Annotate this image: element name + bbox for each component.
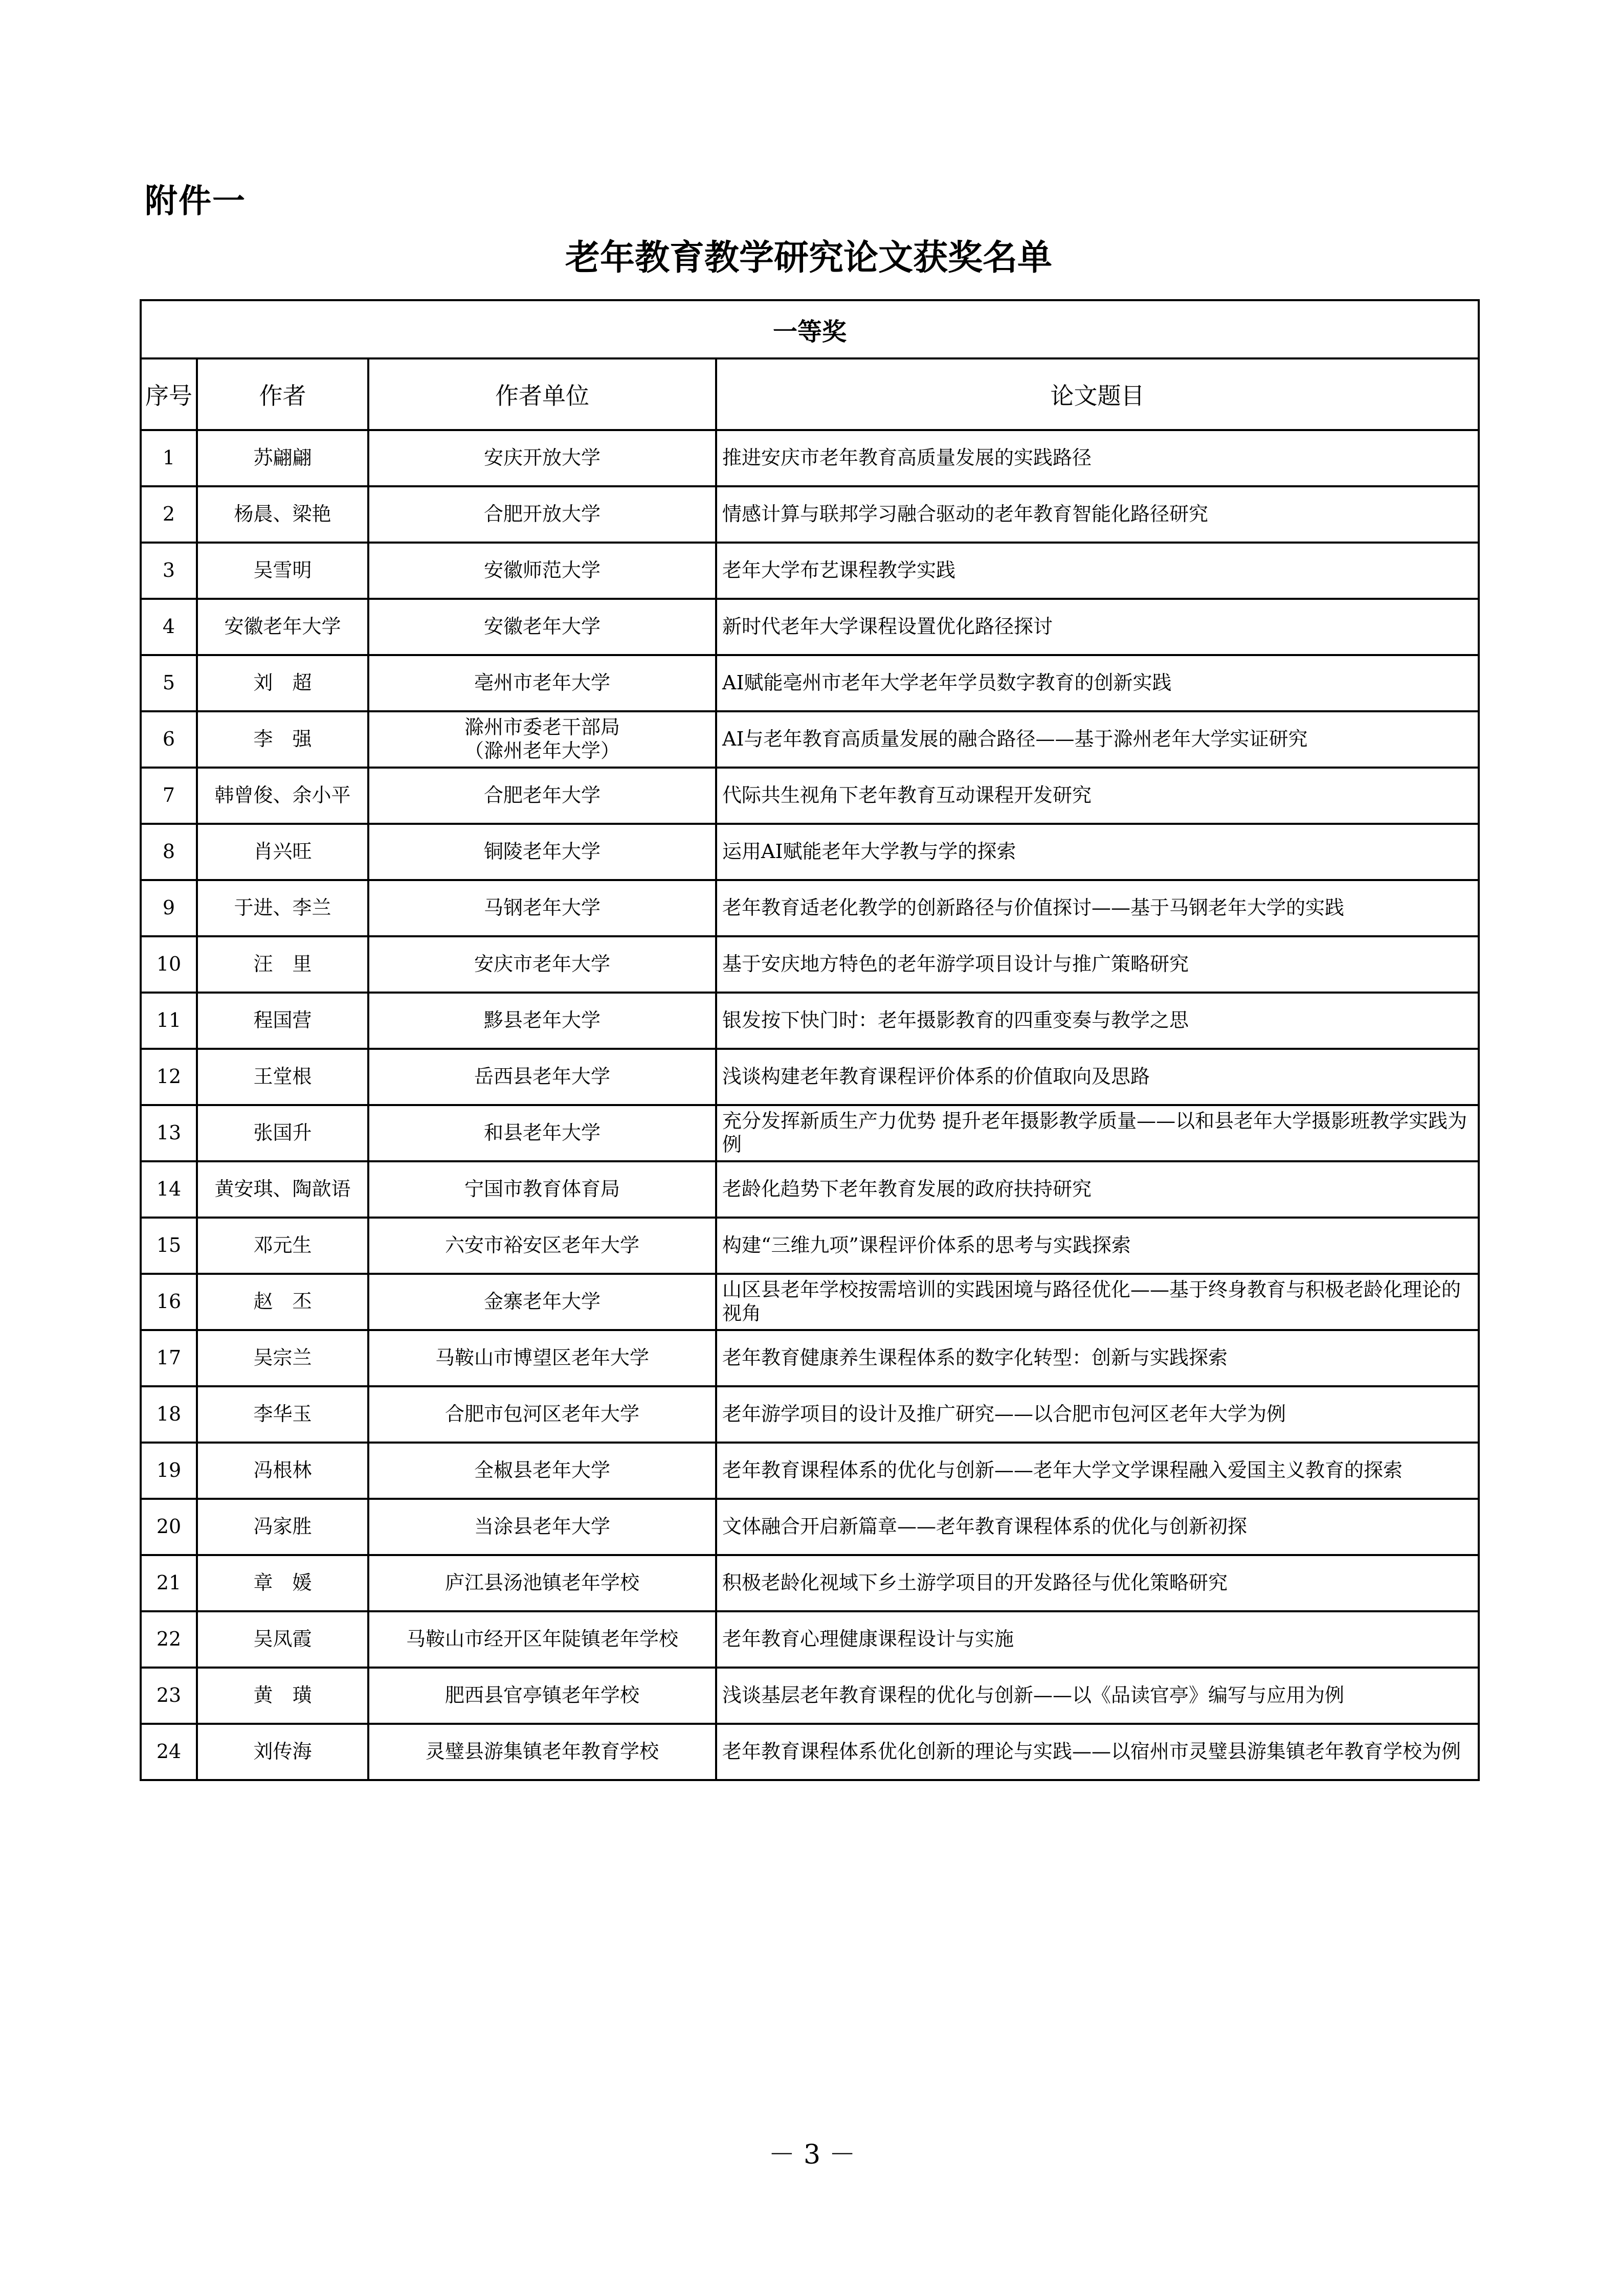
row-number: 9 — [141, 880, 197, 936]
unit-line: 合肥市包河区老年大学 — [444, 1403, 639, 1426]
paper-title-cell: 浅谈基层老年教育课程的优化与创新——以《品读官亭》编写与应用为例 — [716, 1668, 1479, 1724]
unit-line: 六安市裕安区老年大学 — [444, 1234, 639, 1257]
author-cell: 邓元生 — [197, 1218, 368, 1274]
row-number: 4 — [141, 599, 197, 655]
unit-line: 肥西县官亭镇老年学校 — [444, 1684, 639, 1707]
unit-line: 马鞍山市经开区年陡镇老年学校 — [406, 1628, 678, 1651]
unit-line: 铜陵老年大学 — [483, 840, 600, 863]
table-row — [141, 880, 1479, 936]
table-row — [141, 993, 1479, 1049]
table-row — [141, 1386, 1479, 1443]
table-row — [141, 599, 1479, 655]
unit-line: 庐江县汤池镇老年学校 — [444, 1571, 639, 1594]
paper-title-cell: 老年大学布艺课程教学实践 — [716, 543, 1479, 599]
author-cell: 程国营 — [197, 993, 368, 1049]
paper-title-cell: 文体融合开启新篇章——老年教育课程体系的优化与创新初探 — [716, 1499, 1479, 1555]
author-cell: 刘传海 — [197, 1724, 368, 1780]
table-header-row — [141, 358, 1479, 430]
unit-line: 安庆市老年大学 — [474, 953, 610, 976]
paper-title-cell: 情感计算与联邦学习融合驱动的老年教育智能化路径研究 — [716, 486, 1479, 543]
table-row — [141, 486, 1479, 543]
unit-cell — [368, 1499, 716, 1555]
column-header-no: 序号 — [141, 358, 197, 430]
table-row — [141, 543, 1479, 599]
document-title: 老年教育教学研究论文获奖名单 — [565, 237, 1052, 278]
unit-line: 灵璧县游集镇老年教育学校 — [425, 1740, 659, 1763]
paper-title-cell: 老年教育心理健康课程设计与实施 — [716, 1611, 1479, 1668]
row-number: 22 — [141, 1611, 197, 1668]
table-row — [141, 1274, 1479, 1330]
row-number: 20 — [141, 1499, 197, 1555]
paper-title-cell: 老年游学项目的设计及推广研究——以合肥市包河区老年大学为例 — [716, 1386, 1479, 1443]
unit-cell — [368, 1555, 716, 1611]
unit-cell — [368, 936, 716, 993]
table-row — [141, 1555, 1479, 1611]
unit-cell — [368, 1274, 716, 1330]
paper-title-cell: 老年教育课程体系优化创新的理论与实践——以宿州市灵璧县游集镇老年教育学校为例 — [716, 1724, 1479, 1780]
unit-cell — [368, 599, 716, 655]
column-header-author: 作者 — [197, 358, 368, 430]
author-cell: 章 媛 — [197, 1555, 368, 1611]
paper-title-cell: 银发按下快门时：老年摄影教育的四重变奏与教学之思 — [716, 993, 1479, 1049]
row-number: 5 — [141, 655, 197, 711]
table-row — [141, 711, 1479, 768]
unit-line: 合肥开放大学 — [483, 503, 600, 526]
table-row — [141, 430, 1479, 486]
author-cell: 于进、李兰 — [197, 880, 368, 936]
unit-line: 当涂县老年大学 — [474, 1515, 610, 1538]
author-cell: 韩曾俊、余小平 — [197, 768, 368, 824]
table-row — [141, 1611, 1479, 1668]
unit-line: 金寨老年大学 — [483, 1290, 600, 1313]
awards-table — [140, 299, 1480, 1781]
row-number: 7 — [141, 768, 197, 824]
page-number: － 3 － — [768, 2140, 856, 2170]
column-header-unit: 作者单位 — [368, 358, 716, 430]
row-number: 18 — [141, 1386, 197, 1443]
author-cell: 王堂根 — [197, 1049, 368, 1105]
table-row — [141, 1218, 1479, 1274]
paper-title-cell: AI与老年教育高质量发展的融合路径——基于滁州老年大学实证研究 — [716, 711, 1479, 768]
unit-cell — [368, 486, 716, 543]
table-row — [141, 1443, 1479, 1499]
author-cell: 黄安琪、陶歆语 — [197, 1161, 368, 1218]
unit-line: 滁州市委老干部局 — [464, 716, 620, 739]
unit-line: （滁州老年大学） — [464, 739, 620, 762]
unit-cell — [368, 543, 716, 599]
unit-line: 和县老年大学 — [483, 1121, 600, 1144]
row-number: 17 — [141, 1330, 197, 1386]
author-cell: 李 强 — [197, 711, 368, 768]
author-cell: 黄 璜 — [197, 1668, 368, 1724]
author-cell: 刘 超 — [197, 655, 368, 711]
unit-cell — [368, 430, 716, 486]
author-cell: 安徽老年大学 — [197, 599, 368, 655]
table-row — [141, 1724, 1479, 1780]
unit-line: 亳州市老年大学 — [474, 671, 610, 694]
unit-line: 马钢老年大学 — [483, 896, 600, 919]
author-cell: 苏翩翩 — [197, 430, 368, 486]
author-cell: 张国升 — [197, 1105, 368, 1161]
table-row — [141, 768, 1479, 824]
unit-line: 宁国市教育体育局 — [464, 1178, 620, 1201]
author-cell: 冯根林 — [197, 1443, 368, 1499]
column-header-title: 论文题目 — [716, 358, 1479, 430]
paper-title-cell: 推进安庆市老年教育高质量发展的实践路径 — [716, 430, 1479, 486]
unit-cell — [368, 880, 716, 936]
row-number: 23 — [141, 1668, 197, 1724]
author-cell: 冯家胜 — [197, 1499, 368, 1555]
unit-cell — [368, 824, 716, 880]
table-row — [141, 1105, 1479, 1161]
unit-line: 全椒县老年大学 — [474, 1459, 610, 1482]
row-number: 16 — [141, 1274, 197, 1330]
table-row — [141, 655, 1479, 711]
paper-title-cell: 山区县老年学校按需培训的实践困境与路径优化——基于终身教育与积极老龄化理论的视角 — [716, 1274, 1479, 1330]
unit-cell — [368, 993, 716, 1049]
paper-title-cell: 积极老龄化视域下乡土游学项目的开发路径与优化策略研究 — [716, 1555, 1479, 1611]
unit-line: 合肥老年大学 — [483, 784, 600, 807]
unit-cell — [368, 1049, 716, 1105]
author-cell: 吴凤霞 — [197, 1611, 368, 1668]
unit-cell — [368, 768, 716, 824]
unit-cell — [368, 1218, 716, 1274]
paper-title-cell: 充分发挥新质生产力优势 提升老年摄影教学质量——以和县老年大学摄影班教学实践为例 — [716, 1105, 1479, 1161]
paper-title-cell: 老年教育适老化教学的创新路径与价值探讨——基于马钢老年大学的实践 — [716, 880, 1479, 936]
row-number: 8 — [141, 824, 197, 880]
unit-cell — [368, 711, 716, 768]
table-row — [141, 1499, 1479, 1555]
unit-line: 岳西县老年大学 — [474, 1065, 610, 1088]
row-number: 12 — [141, 1049, 197, 1105]
paper-title-cell: 浅谈构建老年教育课程评价体系的价值取向及思路 — [716, 1049, 1479, 1105]
row-number: 15 — [141, 1218, 197, 1274]
row-number: 24 — [141, 1724, 197, 1780]
row-number: 19 — [141, 1443, 197, 1499]
row-number: 2 — [141, 486, 197, 543]
row-number: 11 — [141, 993, 197, 1049]
unit-cell — [368, 1611, 716, 1668]
award-level-row — [141, 300, 1479, 358]
paper-title-cell: 老年教育健康养生课程体系的数字化转型：创新与实践探索 — [716, 1330, 1479, 1386]
paper-title-cell: 老年教育课程体系的优化与创新——老年大学文学课程融入爱国主义教育的探索 — [716, 1443, 1479, 1499]
paper-title-cell: 老龄化趋势下老年教育发展的政府扶持研究 — [716, 1161, 1479, 1218]
author-cell: 李华玉 — [197, 1386, 368, 1443]
award-level: 一等奖 — [141, 300, 1479, 358]
author-cell: 吴雪明 — [197, 543, 368, 599]
author-cell: 杨晨、梁艳 — [197, 486, 368, 543]
unit-line: 安徽师范大学 — [483, 559, 600, 582]
table-row — [141, 1330, 1479, 1386]
table-row — [141, 824, 1479, 880]
unit-cell — [368, 1724, 716, 1780]
row-number: 13 — [141, 1105, 197, 1161]
author-cell: 吴宗兰 — [197, 1330, 368, 1386]
table-row — [141, 1161, 1479, 1218]
table-row — [141, 936, 1479, 993]
unit-cell — [368, 1161, 716, 1218]
row-number: 21 — [141, 1555, 197, 1611]
unit-cell — [368, 1105, 716, 1161]
row-number: 1 — [141, 430, 197, 486]
unit-line: 安庆开放大学 — [483, 446, 600, 469]
author-cell: 汪 里 — [197, 936, 368, 993]
paper-title-cell: 运用AI赋能老年大学教与学的探索 — [716, 824, 1479, 880]
unit-cell — [368, 1330, 716, 1386]
paper-title-cell: 代际共生视角下老年教育互动课程开发研究 — [716, 768, 1479, 824]
unit-cell — [368, 1668, 716, 1724]
row-number: 3 — [141, 543, 197, 599]
unit-cell — [368, 655, 716, 711]
paper-title-cell: 构建“三维九项”课程评价体系的思考与实践探索 — [716, 1218, 1479, 1274]
unit-cell — [368, 1386, 716, 1443]
paper-title-cell: AI赋能亳州市老年大学老年学员数字教育的创新实践 — [716, 655, 1479, 711]
table-row — [141, 1668, 1479, 1724]
author-cell: 肖兴旺 — [197, 824, 368, 880]
row-number: 14 — [141, 1161, 197, 1218]
paper-title-cell: 新时代老年大学课程设置优化路径探讨 — [716, 599, 1479, 655]
unit-line: 黟县老年大学 — [483, 1009, 600, 1032]
paper-title-cell: 基于安庆地方特色的老年游学项目设计与推广策略研究 — [716, 936, 1479, 993]
table-row — [141, 1049, 1479, 1105]
row-number: 6 — [141, 711, 197, 768]
unit-line: 安徽老年大学 — [483, 615, 600, 638]
row-number: 10 — [141, 936, 197, 993]
unit-cell — [368, 1443, 716, 1499]
unit-line: 马鞍山市博望区老年大学 — [435, 1346, 649, 1369]
author-cell: 赵 丕 — [197, 1274, 368, 1330]
attachment-label: 附件一 — [145, 182, 246, 220]
